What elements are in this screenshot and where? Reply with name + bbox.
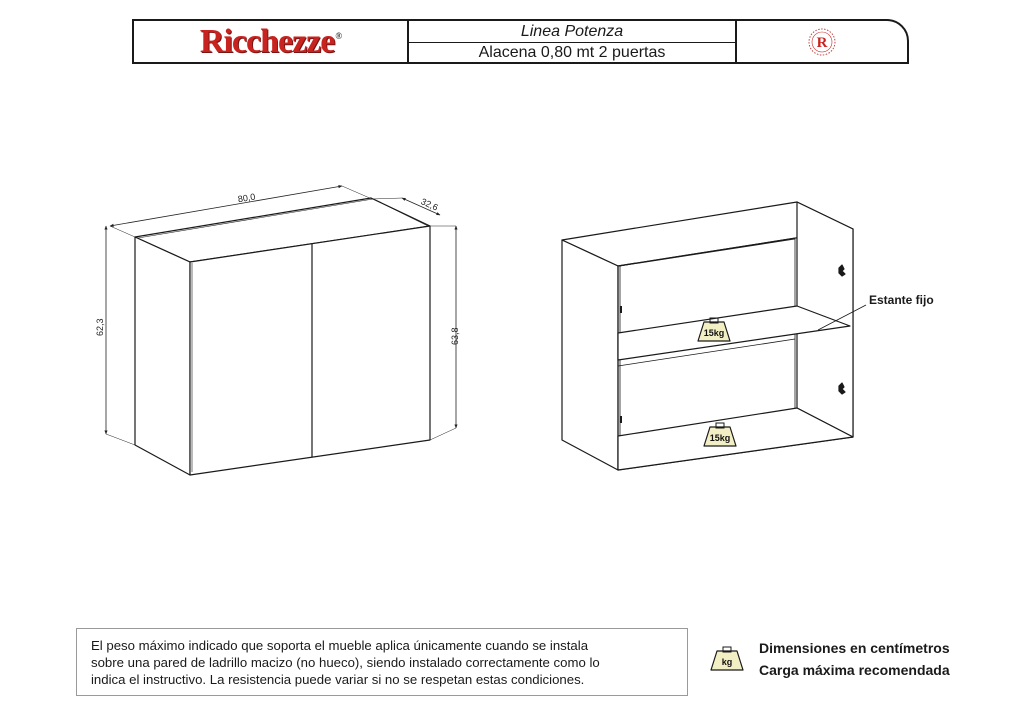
legend [710,638,1010,688]
brand-logo: Ricchezze® [199,22,342,60]
note-line-1: El peso máximo indicado que soporta el mueble aplica únicamente cuando se instala [91,638,589,653]
note-line-2: sobre una pared de ladrillo macizo (no hueco), siendo instalado correctamente como lo [91,655,600,670]
legend-icon-label: kg [721,657,733,667]
product-name: Alacena 0,80 mt 2 puertas [478,44,666,61]
legend-max-load-text: Carga máxima recomendada [759,662,950,678]
depth-dimension-text: 32,6 [419,196,440,213]
cabinet-front [190,226,430,475]
legend-dimensions-text: Dimensiones en centímetros [759,640,950,656]
load-disclaimer-box [76,628,688,696]
height-right-dimension-text: 63,8 [450,327,460,345]
weight-legend-icon [710,646,744,672]
closed-cabinet-view [135,198,430,475]
width-dimension-text: 80,0 [237,191,257,205]
brand-seal-letter: R [816,34,828,51]
height-left-dimension-text: 62,3 [95,318,105,336]
cabinet-left-side [135,237,190,475]
weight-upper-text: 15kg [703,328,725,338]
note-line-3: indica el instructivo. La resistencia puede variar si no se respetan estas condiciones. [91,672,585,687]
weight-lower-text: 15kg [709,433,731,443]
open-cabinet-left-side [562,240,618,470]
shelf-callout-label: Estante fijo [869,293,934,307]
product-line-name: Linea Potenza [409,21,735,43]
